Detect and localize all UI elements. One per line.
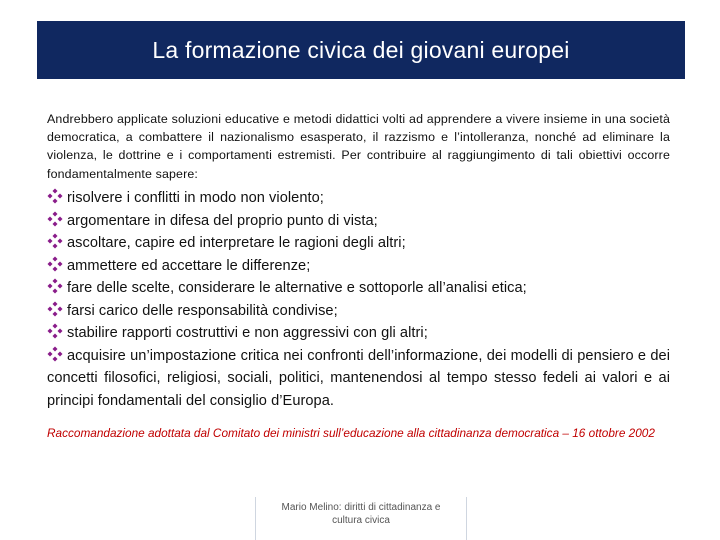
slide-title: La formazione civica dei giovani europei [152,36,570,63]
bullet-item [47,187,670,210]
diamond-bullet-icon [47,301,63,317]
diamond-bullet-icon [47,346,63,362]
bullet-text: stabilire rapporti costruttivi e non aggressivi con gli altri; [67,325,428,341]
footer-divider-right [466,497,467,540]
bullet-text: fare delle scelte, considerare le alternative e sottoporle all’analisi etica; [67,280,527,296]
bullet-item [47,210,670,233]
intro-paragraph: Andrebbero applicate soluzioni educative e metodi didattici volti ad apprendere a vivere insieme in una società democratica, a combattere il nazionalismo esasperato, il razzismo e l’intolleranza, nonché ad eliminare la violenza, le dottrine e i comportamenti estremisti. Per contribuire al raggiungimento di tali obiettivi occorre fondamentalmente sapere: [47,112,670,181]
diamond-bullet-icon [47,211,63,227]
footer-line-1: Mario Melino: diritti di cittadinanza e [281,502,441,513]
bullet-item [47,277,670,300]
bullet-item [47,345,670,413]
bullet-text: acquisire un’impostazione critica nei confronti dell’informazione, dei modelli di pensiero e dei concetti filosofici, religiosi, sociali, politici, mantenendosi al tempo stesso fedeli ai valori e ai principi fondamentali del consiglio d’Europa. [47,347,670,409]
bullet-text: risolvere i conflitti in modo non violento; [67,190,324,206]
title-bar [37,21,685,79]
citation: Raccomandazione adottata dal Comitato dei ministri sull’educazione alla cittadinanza democratica – 16 ottobre 2002 [47,426,655,440]
bullet-item [47,322,670,345]
diamond-bullet-icon [47,188,63,204]
bullet-text: farsi carico delle responsabilità condivise; [67,302,338,319]
footer-line-2: cultura civica [332,515,390,526]
bullet-item [47,255,670,278]
bullet-text: ammettere ed accettare le differenze; [67,257,311,274]
bullet-text: argomentare in difesa del proprio punto di vista; [67,212,378,229]
diamond-bullet-icon [47,323,63,339]
bullet-list [47,187,670,412]
bullet-text: ascoltare, capire ed interpretare le ragioni degli altri; [67,235,406,251]
footer [256,501,466,527]
diamond-bullet-icon [47,278,63,294]
bullet-item [47,232,670,255]
diamond-bullet-icon [47,256,63,272]
bullet-item [47,300,670,323]
diamond-bullet-icon [47,233,63,249]
